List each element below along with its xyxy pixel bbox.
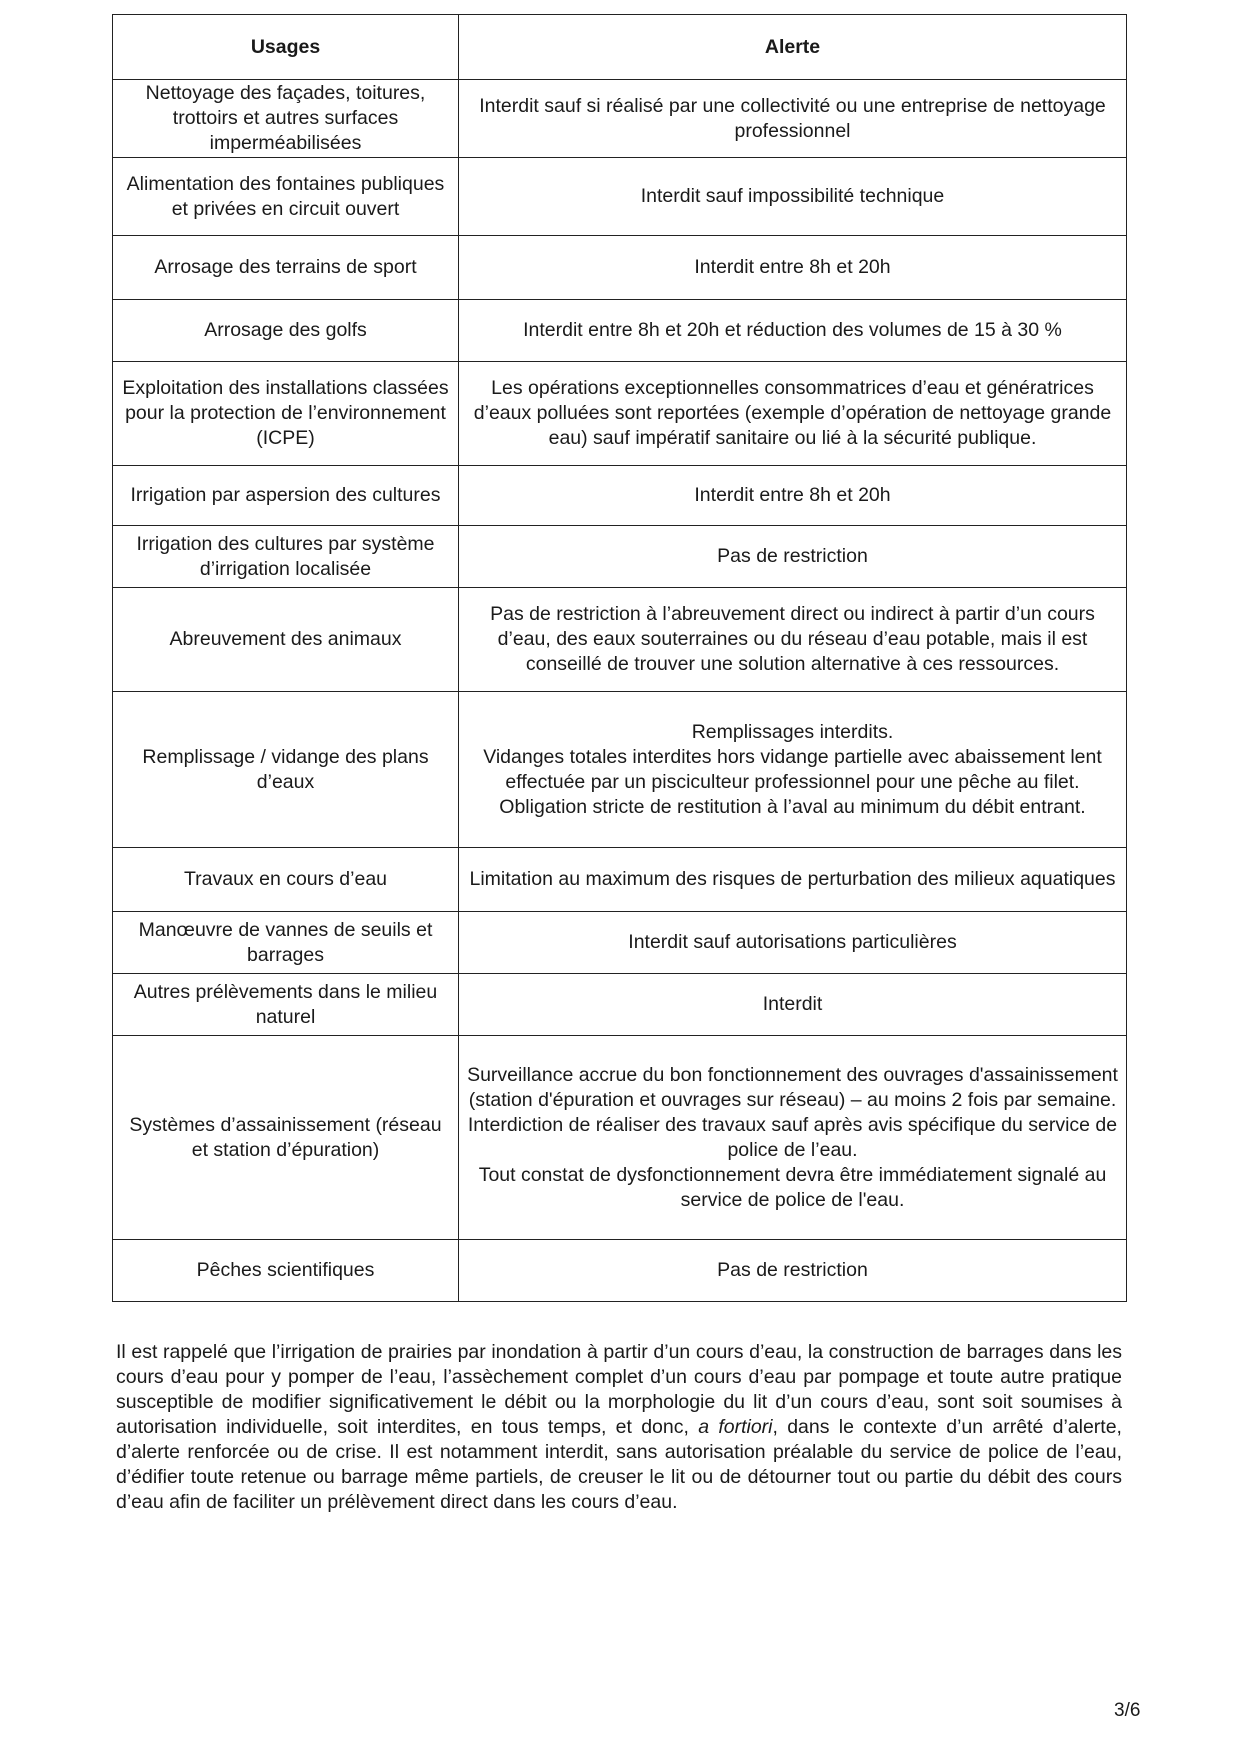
- table-row: [113, 1036, 1127, 1240]
- paragraph-italic-latin: a fortiori: [698, 1416, 773, 1438]
- alerte-line: Interdit sauf autorisations particulières: [628, 931, 957, 953]
- alerte-cell: [459, 974, 1127, 1036]
- alerte-line: Vidanges totales interdites hors vidange partielle avec abaissement lent effectuée par un pisciculteur professionnel pour une pêche au filet.: [483, 745, 1102, 793]
- header-usages: Usages: [113, 15, 459, 80]
- usage-cell: Arrosage des terrains de sport: [113, 236, 459, 300]
- table-row: [113, 974, 1127, 1036]
- alerte-cell: [459, 466, 1127, 526]
- table-row: [113, 912, 1127, 974]
- alerte-cell: [459, 80, 1127, 158]
- reminder-paragraph: [116, 1340, 1122, 1515]
- usage-cell: Alimentation des fontaines publiques et privées en circuit ouvert: [113, 158, 459, 236]
- usage-cell: Systèmes d’assainissement (réseau et station d’épuration): [113, 1036, 459, 1240]
- paragraph-text-end: , dans le contexte d’un arrêté d’alerte, d’alerte renforcée ou de crise. Il est notamment interdit, sans autorisation préalable du service de police de l’eau, d’édifier toute retenue ou barrage même partiels, de creuser le lit ou de détourner tout ou partie du débit des cours d’eau afin de faciliter un prélèvement direct dans les cours d’eau.: [116, 1416, 1122, 1513]
- table-row: [113, 158, 1127, 236]
- table-row: [113, 848, 1127, 912]
- alerte-line: Interdiction de réaliser des travaux sauf après avis spécifique du service de police de l’eau.: [467, 1113, 1118, 1161]
- usage-cell: Irrigation des cultures par système d’irrigation localisée: [113, 526, 459, 588]
- paragraph-text-start: Il est rappelé que l’irrigation de prairies par inondation à partir d’un cours d’eau, la construction de barrages dans les cours d’eau pour y pomper de l’eau, l’assèchement complet d’un cours d’eau par pompage et toute autre pratique susceptible de modifier significativement le débit ou la morphologie du lit d’un cours d’eau, sont soit soumises à autorisation individuelle, soit interdites, en tous temps, et donc,: [116, 1341, 1122, 1438]
- table-header-row: [113, 15, 1127, 80]
- alerte-cell: [459, 1036, 1127, 1240]
- table-row: [113, 236, 1127, 300]
- table-row: [113, 80, 1127, 158]
- alerte-line: Interdit entre 8h et 20h: [694, 256, 891, 278]
- alerte-line: Interdit: [762, 993, 823, 1015]
- alerte-line: Pas de restriction: [717, 1259, 868, 1281]
- alerte-line: Obligation stricte de restitution à l’aval au minimum du débit entrant.: [499, 795, 1086, 818]
- usage-cell: Pêches scientifiques: [113, 1240, 459, 1302]
- table-row: [113, 1240, 1127, 1302]
- alerte-cell: [459, 236, 1127, 300]
- alerte-line: Interdit entre 8h et 20h: [694, 484, 891, 506]
- alerte-line: Pas de restriction: [717, 545, 868, 567]
- usage-cell: Abreuvement des animaux: [113, 588, 459, 692]
- alerte-line: Interdit sauf si réalisé par une collectivité ou une entreprise de nettoyage professionnel: [479, 94, 1106, 142]
- usage-cell: Autres prélèvements dans le milieu naturel: [113, 974, 459, 1036]
- usage-cell: Manœuvre de vannes de seuils et barrages: [113, 912, 459, 974]
- table-row: [113, 300, 1127, 362]
- alerte-cell: [459, 300, 1127, 362]
- alerte-cell: [459, 848, 1127, 912]
- table-row: [113, 362, 1127, 466]
- alerte-line: Surveillance accrue du bon fonctionnement des ouvrages d'assainissement (station d'épuration et ouvrages sur réseau) – au moins 2 fois par semaine.: [467, 1063, 1118, 1111]
- page-number: 3/6: [1114, 1700, 1141, 1721]
- alerte-cell: [459, 912, 1127, 974]
- alerte-line: Tout constat de dysfonctionnement devra être immédiatement signalé au service de police de l'eau.: [478, 1163, 1107, 1211]
- usage-cell: Remplissage / vidange des plans d’eaux: [113, 692, 459, 848]
- usage-cell: Arrosage des golfs: [113, 300, 459, 362]
- alerte-cell: [459, 526, 1127, 588]
- alerte-line: Pas de restriction à l’abreuvement direct ou indirect à partir d’un cours d’eau, des eaux souterraines ou du réseau d’eau potable, mais il est conseillé de trouver une solution alternative à ces ressources.: [490, 603, 1095, 675]
- table-row: [113, 692, 1127, 848]
- usage-cell: Exploitation des installations classées pour la protection de l’environnement (ICPE): [113, 362, 459, 466]
- alerte-line: Interdit sauf impossibilité technique: [640, 185, 945, 207]
- usage-cell: Irrigation par aspersion des cultures: [113, 466, 459, 526]
- alerte-cell: [459, 362, 1127, 466]
- table-row: [113, 526, 1127, 588]
- alerte-line: Remplissages interdits.: [691, 720, 894, 743]
- header-alerte: Alerte: [459, 15, 1127, 80]
- alerte-line: Les opérations exceptionnelles consommatrices d’eau et génératrices d’eaux polluées sont reportées (exemple d’opération de nettoyage grande eau) sauf impératif sanitaire ou lié à la sécurité publique.: [473, 377, 1112, 449]
- table-row: [113, 466, 1127, 526]
- alerte-cell: [459, 1240, 1127, 1302]
- alerte-cell: [459, 158, 1127, 236]
- water-usage-restrictions-table: [112, 14, 1127, 1302]
- table-body: [113, 80, 1127, 1302]
- table-row: [113, 588, 1127, 692]
- alerte-cell: [459, 588, 1127, 692]
- usage-cell: Travaux en cours d’eau: [113, 848, 459, 912]
- alerte-line: Limitation au maximum des risques de perturbation des milieux aquatiques: [469, 868, 1116, 890]
- alerte-cell: [459, 692, 1127, 848]
- usage-cell: Nettoyage des façades, toitures, trottoirs et autres surfaces imperméabilisées: [113, 80, 459, 158]
- alerte-line: Interdit entre 8h et 20h et réduction des volumes de 15 à 30 %: [523, 319, 1062, 341]
